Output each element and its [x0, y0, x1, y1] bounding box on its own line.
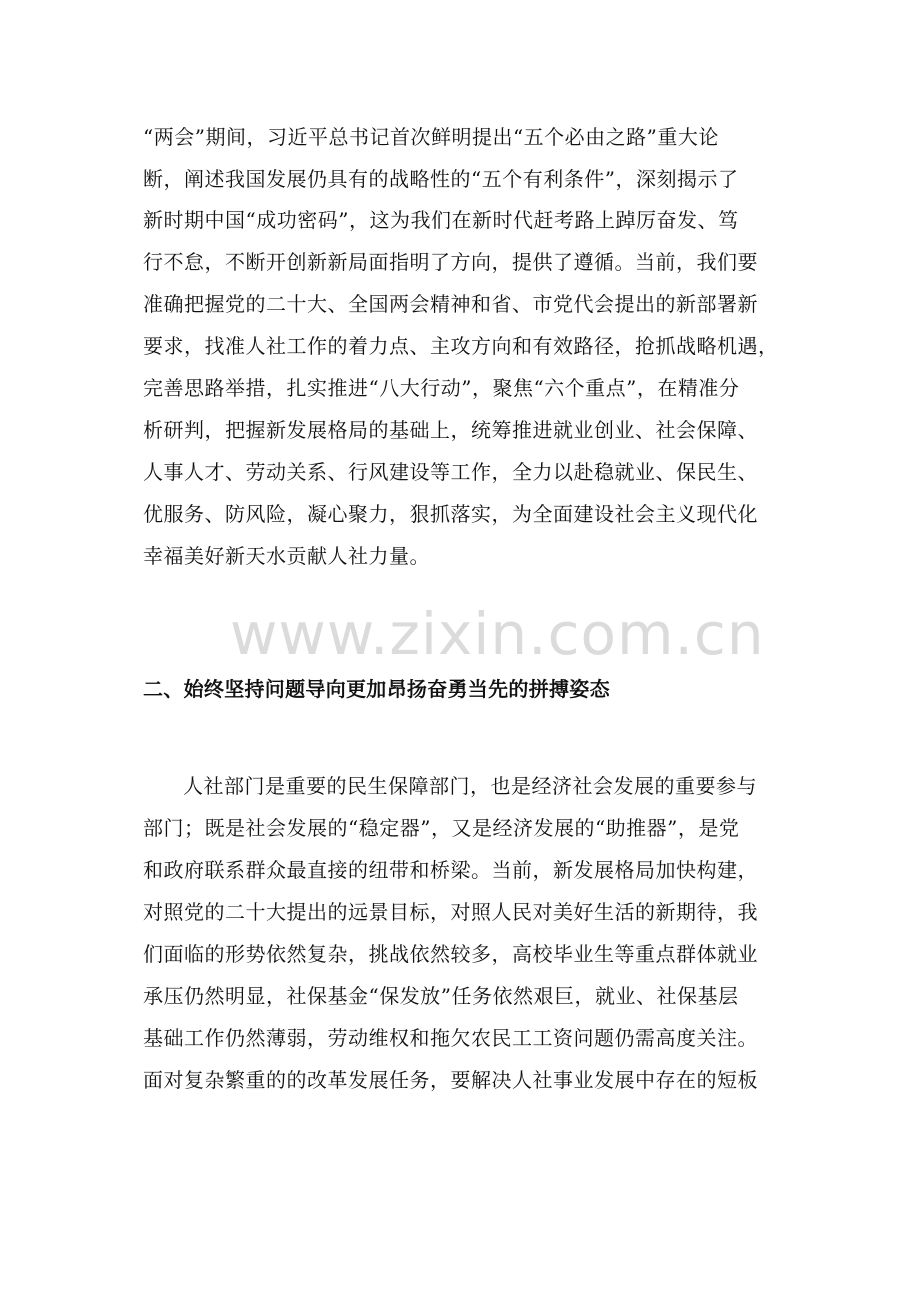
text-line: 要求，找准人社工作的着力点、主攻方向和有效路径，抢抓战略机遇， [143, 334, 779, 358]
text-line: 们面临的形势依然复杂，挑战依然较多，高校毕业生等重点群体就业 [143, 942, 758, 966]
text-line: 优服务、防风险，凝心聚力，狠抓落实，为全面建设社会主义现代化 [143, 502, 758, 526]
text-line: 断，阐述我国发展仍具有的战略性的“五个有利条件”，深刻揭示了 [143, 167, 739, 191]
section-heading: 二、始终坚持问题导向更加昂扬奋勇当先的拼搏姿态 [143, 677, 610, 701]
text-line: 完善思路举措，扎实推进“八大行动”，聚焦“六个重点”，在精准分 [143, 376, 740, 400]
text-line: 基础工作仍然薄弱，劳动维权和拖欠农民工工资问题仍需高度关注。 [143, 1026, 758, 1050]
text-line: 和政府联系群众最直接的纽带和桥梁。当前，新发展格局加快构建， [143, 858, 758, 882]
text-line: 人事人才、劳动关系、行风建设等工作，全力以赴稳就业、保民生、 [143, 460, 758, 484]
text-line: 面对复杂繁重的的改革发展任务，要解决人社事业发展中存在的短板 [143, 1068, 758, 1092]
text-line: 幸福美好新天水贡献人社力量。 [143, 544, 430, 568]
text-line: 行不怠，不断开创新新局面指明了方向，提供了遵循。当前，我们要 [143, 250, 758, 274]
text-line: 对照党的二十大提出的远景目标，对照人民对美好生活的新期待，我 [143, 900, 758, 924]
text-line: 人社部门是重要的民生保障部门，也是经济社会发展的重要参与 [183, 774, 757, 798]
text-line: 部门；既是社会发展的“稳定器”，又是经济发展的“助推器”，是党 [143, 816, 740, 840]
text-line: 新时期中国“成功密码”，这为我们在新时代赶考路上踔厉奋发、笃 [143, 208, 739, 232]
text-line: 承压仍然明显，社保基金“保发放”任务依然艰巨，就业、社保基层 [143, 984, 739, 1008]
watermark: www.zixin.com.cn [230, 600, 765, 668]
text-line: “两会”期间，习近平总书记首次鲜明提出“五个必由之路”重大论 [143, 125, 719, 149]
text-line: 准确把握党的二十大、全国两会精神和省、市党代会提出的新部署新 [143, 292, 758, 316]
text-line: 析研判，把握新发展格局的基础上，统筹推进就业创业、社会保障、 [143, 418, 758, 442]
